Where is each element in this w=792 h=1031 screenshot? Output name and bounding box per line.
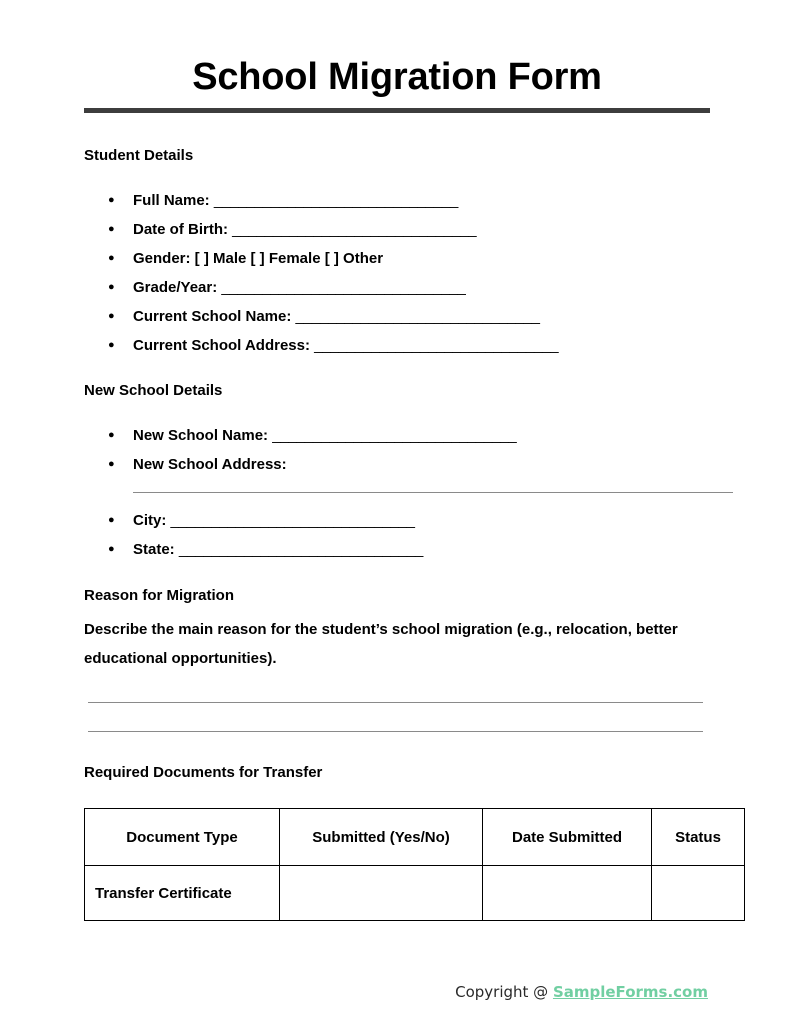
field-label: Date of Birth: [133,221,228,238]
table-header-row [85,809,745,866]
list-item [108,331,558,360]
field-fill-line[interactable]: ______________________________ [272,427,517,444]
table-row [85,866,745,921]
sampleforms-link[interactable]: SampleForms.com [552,983,708,1001]
reason-answer-rule-2[interactable] [88,731,703,732]
list-item [108,421,516,450]
list-item [108,273,558,302]
list-item [108,506,423,535]
field-label: Full Name: [133,192,210,209]
footer [0,983,792,1001]
list-item [108,450,516,479]
column-header-submitted: Submitted (Yes/No) [280,809,483,866]
column-header-document-type: Document Type [85,809,280,866]
field-fill-line[interactable]: ______________________________ [295,308,540,325]
field-label: Current School Name: [133,308,292,325]
field-fill-line[interactable]: ______________________________ [221,279,466,296]
list-item [108,186,558,215]
section-heading-reason-for-migration: Reason for Migration [84,587,235,604]
section-heading-new-school-details: New School Details [84,382,223,399]
field-fill-line[interactable]: ______________________________ [213,192,459,209]
cell-document-type: Transfer Certificate [85,866,280,921]
field-label: City: [133,512,167,529]
field-fill-line[interactable]: ______________________________ [178,541,424,558]
cell-status[interactable] [652,866,745,921]
new-school-details-list [108,421,516,479]
list-item [108,215,558,244]
field-fill-line[interactable]: ______________________________ [232,221,477,238]
new-school-location-list [108,506,423,564]
section-heading-student-details: Student Details [84,147,194,164]
column-header-date-submitted: Date Submitted [483,809,652,866]
column-header-status: Status [652,809,745,866]
field-label: Gender: [ ] Male [ ] Female [ ] Other [133,250,384,267]
section-heading-required-documents: Required Documents for Transfer [84,764,323,781]
field-label: Grade/Year: [133,279,218,296]
field-label: Current School Address: [133,337,310,354]
student-details-list [108,186,558,360]
required-documents-table [84,808,745,921]
field-fill-line[interactable]: ______________________________ [170,512,415,529]
field-label: New School Address: [133,456,287,473]
list-item [108,535,423,564]
cell-submitted[interactable] [280,866,483,921]
cell-date-submitted[interactable] [483,866,652,921]
field-label: New School Name: [133,427,269,444]
list-item [108,302,558,331]
field-label: State: [133,541,175,558]
reason-description: Describe the main reason for the student’s school migration (e.g., relocation, better educational opportunities). [84,621,678,667]
reason-answer-rule-1[interactable] [88,702,703,703]
page-title: School Migration Form [192,56,602,98]
copyright-text: Copyright @ [455,983,553,1001]
field-fill-line[interactable]: ______________________________ [314,337,559,354]
new-school-address-rule[interactable] [133,492,733,493]
list-item [108,244,558,273]
title-divider [84,108,710,113]
